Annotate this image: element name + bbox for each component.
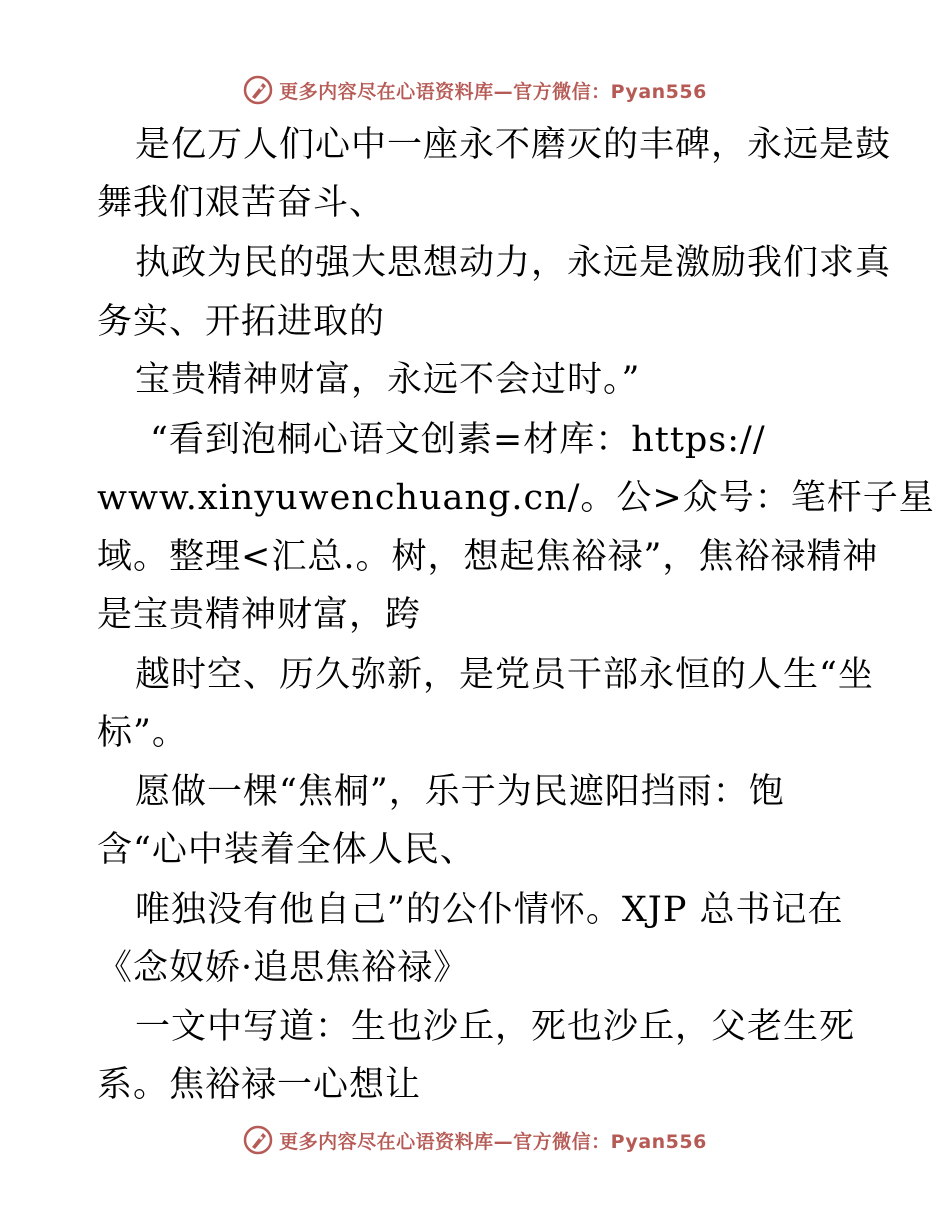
body-line: 标”。 bbox=[97, 713, 188, 753]
pen-nib-logo-icon bbox=[243, 75, 273, 105]
body-line: 愿做一棵“焦桐”，乐于为民遮阳挡雨：饱 bbox=[135, 772, 785, 812]
body-line: 执政为民的强大思想动力，永远是激励我们求真 bbox=[135, 243, 892, 283]
body-line: 含“心中装着全体人民、 bbox=[97, 830, 476, 870]
pen-nib-logo-icon bbox=[243, 1125, 273, 1155]
footer-watermark bbox=[0, 1120, 950, 1160]
body-line: 域。整理<汇总.。树，想起焦裕禄”，焦裕禄精神 bbox=[97, 537, 879, 577]
body-line: 《念奴娇·追思焦裕禄》 bbox=[97, 948, 470, 988]
body-line: 务实、开拓进取的 bbox=[97, 302, 386, 342]
body-line: 是宝贵精神财富，跨 bbox=[97, 595, 422, 635]
body-line: “看到泡桐心语文创素=材库：https:// bbox=[150, 420, 766, 460]
body-line: 越时空、历久弥新，是党员干部永恒的人生“坐 bbox=[135, 655, 874, 695]
body-line: 唯独没有他自己”的公仆情怀。XJP 总书记在 bbox=[135, 890, 844, 930]
header-watermark bbox=[0, 70, 950, 110]
body-line: 是亿万人们心中一座永不磨灭的丰碑，永远是鼓 bbox=[135, 125, 892, 165]
body-line: www.xinyuwenchuang.cn/。公>众号：笔杆子星 bbox=[97, 478, 935, 518]
body-line: 舞我们艰苦奋斗、 bbox=[97, 183, 386, 223]
body-line: 一文中写道：生也沙丘，死也沙丘，父老生死 bbox=[135, 1007, 856, 1047]
body-line: 宝贵精神财富，永远不会过时。” bbox=[135, 360, 641, 400]
header-watermark-text: 更多内容尽在心语资料库—官方微信：Pyan556 bbox=[279, 80, 707, 103]
footer-watermark-text: 更多内容尽在心语资料库—官方微信：Pyan556 bbox=[279, 1130, 707, 1153]
body-line: 系。焦裕禄一心想让 bbox=[97, 1065, 422, 1105]
